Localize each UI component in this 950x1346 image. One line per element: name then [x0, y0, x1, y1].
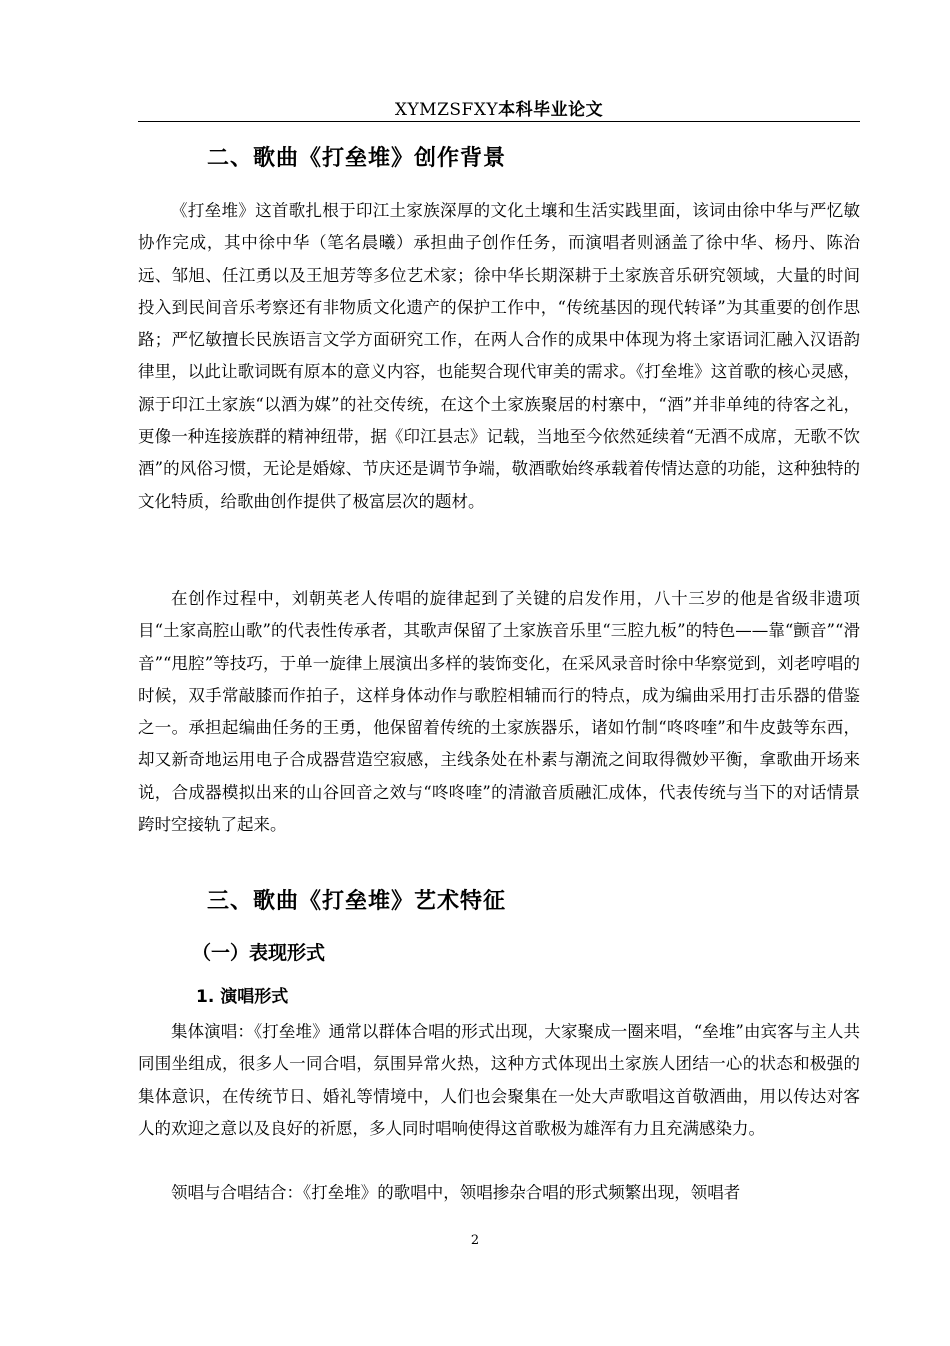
section-2-paragraph-2: 在创作过程中，刘朝英老人传唱的旋律起到了关键的启发作用，八十三岁的他是省级非遗项目“土家高腔山歌”的代表性传承者，其歌声保留了土家族音乐里“三腔九板”的特色——靠“颤音”“滑音”“甩腔”等技巧，于单一旋律上展演出多样的装饰变化，在采风录音时徐中华察觉到，刘老哼唱的时候，双手常敲膝而作拍子，这样身体动作与歌腔相辅而行的特点，成为编曲采用打击乐器的借鉴之一。承担起编曲任务的王勇，他保留着传统的土家族器乐，诸如竹制“咚咚喹”和牛皮鼓等东西，却又新奇地运用电子合成器营造空寂感，主线条处在朴素与潮流之间取得微妙平衡，拿歌曲开场来说，合成器模拟出来的山谷回音之效与“咚咚喹”的清澈音质融汇成体，代表传统与当下的对话情景跨时空接轨了起来。 — [138, 589, 860, 835]
header-rule — [138, 121, 860, 122]
section-2-heading: 二、歌曲《打垒堆》创作背景 — [207, 146, 507, 171]
header-code: XYMZSFXY — [394, 100, 499, 120]
section-3-paragraph-1: 集体演唱：《打垒堆》通常以群体合唱的形式出现，大家聚成一圈来唱，“垒堆”由宾客与主人共同围坐组成，很多人一同合唱，氛围异常火热，这种方式体现出土家族人团结一心的状态和极强的集体意识，在传统节日、婚礼等情境中，人们也会聚集在一处大声歌唱这首敬酒曲，用以传达对客人的欢迎之意以及良好的祈愿，多人同时唱响使得这首歌极为雄浑有力且充满感染力。 — [138, 1022, 860, 1138]
page-number: 2 — [470, 1233, 480, 1248]
section-3-heading: 三、歌曲《打垒堆》艺术特征 — [207, 889, 507, 914]
section-2-paragraph-1: 《打垒堆》这首歌扎根于印江土家族深厚的文化土壤和生活实践里面，该词由徐中华与严忆敏协作完成，其中徐中华（笔名晨曦）承担曲子创作任务，而演唱者则涵盖了徐中华、杨丹、陈治远、邹旭、任江勇以及王旭芳等多位艺术家；徐中华长期深耕于土家族音乐研究领域，大量的时间投入到民间音乐考察还有非物质文化遗产的保护工作中，“传统基因的现代转译”为其重要的创作思路；严忆敏擅长民族语言文学方面研究工作，在两人合作的成果中体现为将土家语词汇融入汉语韵律里，以此让歌词既有原本的意义内容，也能契合现代审美的需求。《打垒堆》这首歌的核心灵感，源于印江土家族“以酒为媒”的社交传统，在这个土家族聚居的村寨中，“酒”并非单纯的待客之礼，更像一种连接族群的精神纽带，据《印江县志》记载，当地至今依然延续着“无酒不成席，无歌不饮酒”的风俗习惯，无论是婚嫁、节庆还是调节争端，敬酒歌始终承载着传情达意的功能，这种独特的文化特质，给歌曲创作提供了极富层次的题材。 — [138, 201, 860, 511]
section-3-paragraph-2: 领唱与合唱结合：《打垒堆》的歌唱中，领唱掺杂合唱的形式频繁出现，领唱者 — [171, 1183, 741, 1202]
subsubsection-heading-singing-form: 1. 演唱形式 — [196, 987, 289, 1007]
subsection-heading-expression-form: （一）表现形式 — [192, 942, 326, 964]
header-title: 本科毕业论文 — [498, 100, 604, 120]
page-header — [138, 100, 860, 120]
